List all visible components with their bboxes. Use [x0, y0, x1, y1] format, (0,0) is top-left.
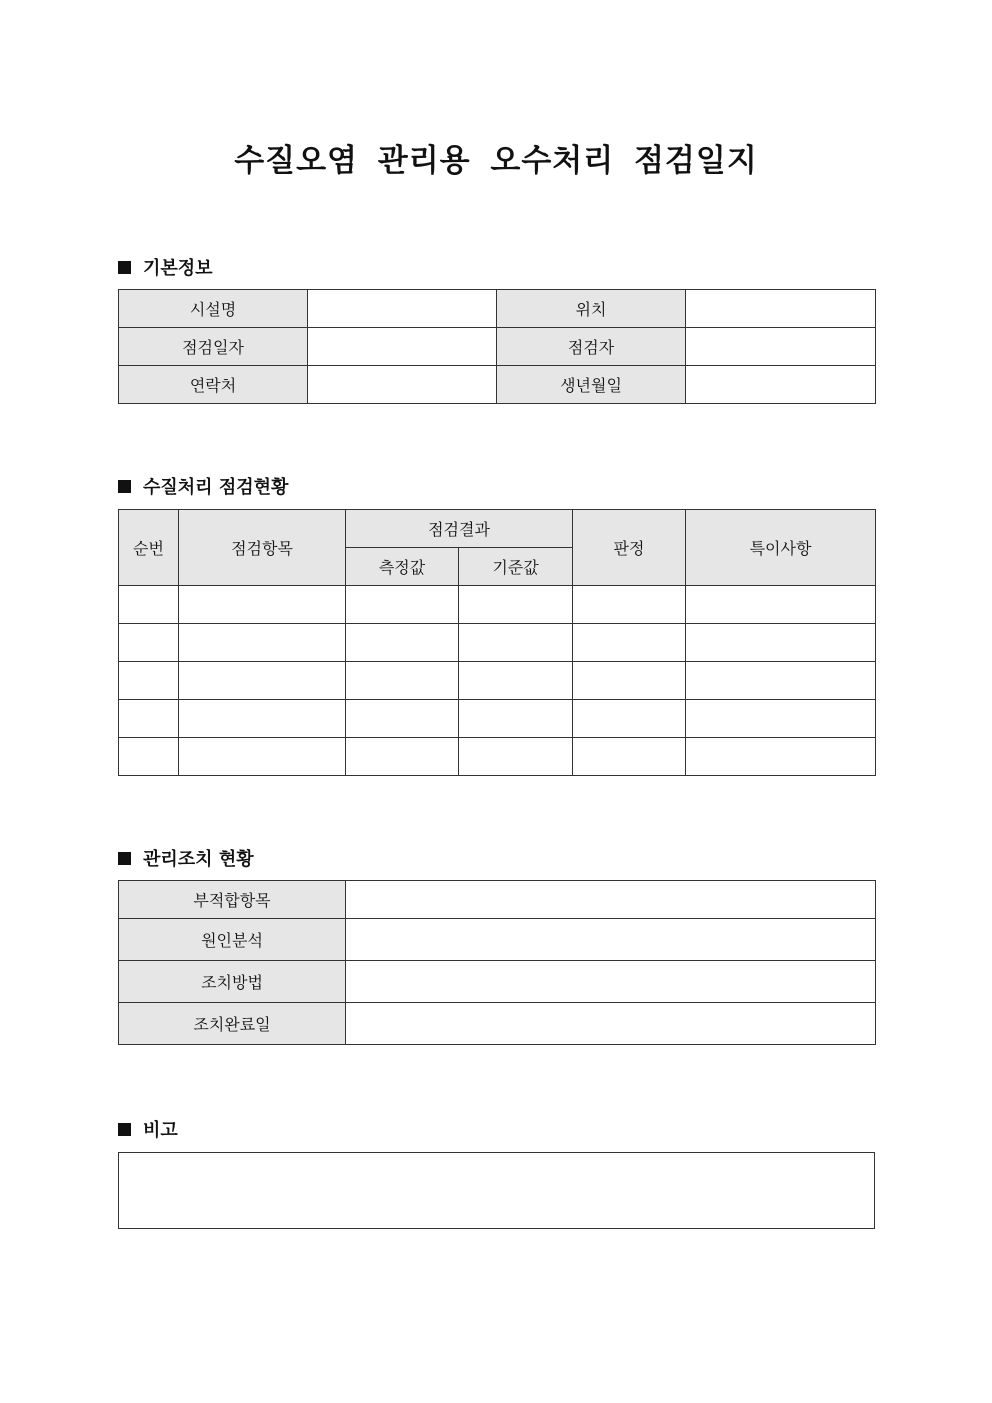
- col-header-item: 점검항목: [179, 510, 346, 586]
- management-action-heading-text: 관리조치 현황: [143, 849, 254, 870]
- cell-no[interactable]: [119, 624, 179, 662]
- table-row: [119, 290, 876, 328]
- cause-analysis-field[interactable]: [346, 919, 876, 961]
- remarks-heading-text: 비고: [143, 1120, 178, 1141]
- location-label: 위치: [497, 290, 686, 328]
- cell-standard[interactable]: [459, 700, 573, 738]
- inspector-label: 점검자: [497, 328, 686, 366]
- contact-field[interactable]: [308, 366, 497, 404]
- cell-notes[interactable]: [686, 586, 876, 624]
- remarks-heading: [118, 1116, 178, 1142]
- inspection-date-field[interactable]: [308, 328, 497, 366]
- col-header-result: 점검결과: [346, 510, 573, 548]
- cell-judgment[interactable]: [573, 586, 686, 624]
- cell-item[interactable]: [179, 700, 346, 738]
- col-header-notes: 특이사항: [686, 510, 876, 586]
- table-row: [119, 1003, 876, 1045]
- cell-measured[interactable]: [346, 586, 459, 624]
- nonconforming-item-field[interactable]: [346, 881, 876, 919]
- table-row: [119, 700, 876, 738]
- completion-date-label: 조치완료일: [119, 1003, 346, 1045]
- cell-standard[interactable]: [459, 586, 573, 624]
- cause-analysis-label: 원인분석: [119, 919, 346, 961]
- cell-notes[interactable]: [686, 738, 876, 776]
- table-row: [119, 328, 876, 366]
- inspection-date-label: 점검일자: [119, 328, 308, 366]
- inspection-status-heading: [118, 473, 288, 499]
- birthdate-label: 생년월일: [497, 366, 686, 404]
- cell-judgment[interactable]: [573, 624, 686, 662]
- cell-no[interactable]: [119, 586, 179, 624]
- page-title: 수질오염 관리용 오수처리 점검일지: [234, 143, 758, 179]
- cell-judgment[interactable]: [573, 700, 686, 738]
- square-bullet-icon: [118, 261, 131, 274]
- table-row: [119, 919, 876, 961]
- cell-notes[interactable]: [686, 662, 876, 700]
- cell-measured[interactable]: [346, 700, 459, 738]
- completion-date-field[interactable]: [346, 1003, 876, 1045]
- basic-info-table: [118, 289, 876, 404]
- basic-info-heading-text: 기본정보: [143, 258, 213, 279]
- table-row: [119, 624, 876, 662]
- nonconforming-item-label: 부적합항목: [119, 881, 346, 919]
- col-header-judgment: 판정: [573, 510, 686, 586]
- cell-item[interactable]: [179, 662, 346, 700]
- cell-judgment[interactable]: [573, 738, 686, 776]
- col-header-measured: 측정값: [346, 548, 459, 586]
- col-header-standard: 기준값: [459, 548, 573, 586]
- cell-no[interactable]: [119, 738, 179, 776]
- cell-judgment[interactable]: [573, 662, 686, 700]
- table-row: [119, 366, 876, 404]
- birthdate-field[interactable]: [686, 366, 876, 404]
- management-action-table: [118, 880, 876, 1045]
- cell-measured[interactable]: [346, 624, 459, 662]
- table-row: [119, 961, 876, 1003]
- remarks-field[interactable]: [118, 1152, 875, 1229]
- management-action-heading: [118, 845, 254, 871]
- cell-notes[interactable]: [686, 624, 876, 662]
- inspection-status-table: [118, 509, 876, 776]
- contact-label: 연락처: [119, 366, 308, 404]
- cell-measured[interactable]: [346, 662, 459, 700]
- table-row: [119, 881, 876, 919]
- cell-notes[interactable]: [686, 700, 876, 738]
- inspector-field[interactable]: [686, 328, 876, 366]
- action-method-label: 조치방법: [119, 961, 346, 1003]
- table-header-row: [119, 510, 876, 548]
- cell-item[interactable]: [179, 586, 346, 624]
- square-bullet-icon: [118, 1123, 131, 1136]
- basic-info-heading: [118, 254, 213, 280]
- square-bullet-icon: [118, 480, 131, 493]
- location-field[interactable]: [686, 290, 876, 328]
- cell-measured[interactable]: [346, 738, 459, 776]
- cell-item[interactable]: [179, 624, 346, 662]
- square-bullet-icon: [118, 852, 131, 865]
- table-row: [119, 738, 876, 776]
- facility-name-label: 시설명: [119, 290, 308, 328]
- table-row: [119, 662, 876, 700]
- facility-name-field[interactable]: [308, 290, 497, 328]
- cell-standard[interactable]: [459, 738, 573, 776]
- table-row: [119, 586, 876, 624]
- cell-standard[interactable]: [459, 624, 573, 662]
- inspection-status-heading-text: 수질처리 점검현황: [143, 477, 289, 498]
- cell-no[interactable]: [119, 662, 179, 700]
- cell-no[interactable]: [119, 700, 179, 738]
- col-header-no: 순번: [119, 510, 179, 586]
- cell-item[interactable]: [179, 738, 346, 776]
- cell-standard[interactable]: [459, 662, 573, 700]
- action-method-field[interactable]: [346, 961, 876, 1003]
